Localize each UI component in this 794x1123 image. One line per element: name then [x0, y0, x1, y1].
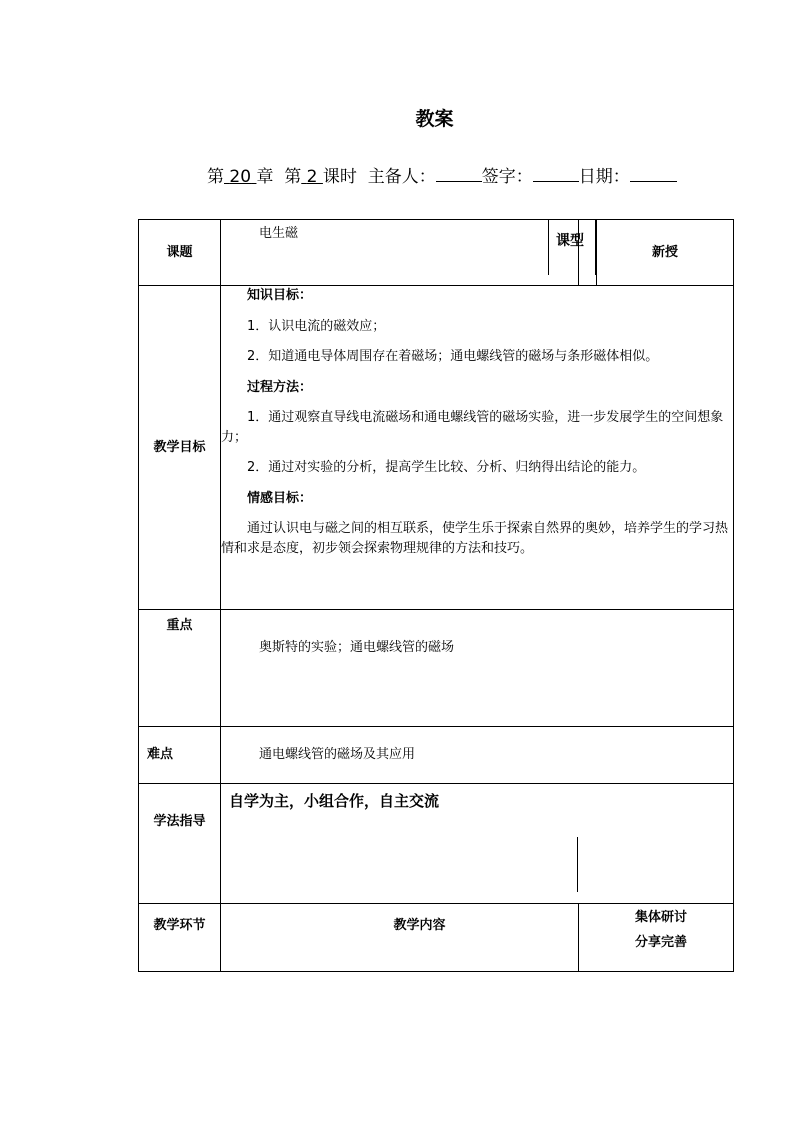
date-label: 日期：: [578, 167, 630, 187]
lesson-plan-table: [138, 219, 734, 972]
difficulty-label: 难点: [139, 727, 221, 784]
preparer-label: 主备人：: [367, 167, 436, 187]
discuss-label: [579, 904, 734, 972]
sign-label: 签字：: [481, 167, 533, 187]
discuss-label-line-2: 分享完善: [635, 934, 688, 950]
page-title: 教案: [415, 108, 454, 130]
knowledge-item-2: 2．知道通电导体周围存在着磁场；通电螺线管的磁场与条形磁体相似。: [247, 349, 659, 364]
date-blank[interactable]: [630, 166, 677, 182]
lesson-meta-line: [207, 162, 677, 187]
goals-label: 教学目标: [139, 286, 221, 610]
discuss-label-line-1: 集体研讨: [635, 910, 688, 925]
topic-divider: [548, 220, 549, 275]
key-point-value: 奥斯特的实验；通电螺线管的磁场: [221, 610, 734, 727]
process-heading: 过程方法：: [247, 379, 313, 395]
difficulty-value: 通电螺线管的磁场及其应用: [221, 727, 734, 784]
knowledge-item-1: 1．认识电流的磁效应；: [247, 318, 386, 334]
topic-value: 电生磁: [221, 220, 579, 286]
knowledge-heading: 知识目标：: [247, 288, 313, 303]
key-point-row: [139, 610, 734, 727]
topic-row: [139, 220, 734, 286]
chapter-suffix: 章: [256, 167, 274, 187]
lesson-type-value: 新授: [597, 220, 734, 286]
goals-content: [221, 286, 734, 610]
chapter-number: 20: [229, 167, 252, 187]
stage-header-row: [139, 904, 734, 972]
process-item-2: 2．通过对实验的分析，提高学生比较、分析、归纳得出结论的能力。: [247, 460, 646, 475]
preparer-blank[interactable]: [436, 166, 482, 182]
difficulty-row: [139, 727, 734, 784]
emotion-heading: 情感目标：: [247, 490, 313, 506]
lesson-number: 2: [306, 167, 318, 187]
stage-label: 教学环节: [139, 904, 221, 972]
lesson-suffix: 课时: [322, 167, 357, 187]
emotion-text: 通过认识电与磁之间的相互联系，使学生乐于探索自然界的奥妙，培养学生的学习热情和求是态度，初步领会探索物理规律的方法和技巧。: [221, 521, 729, 556]
lesson-prefix: 第: [284, 167, 302, 187]
process-item-1: 1．通过观察直导线电流磁场和通电螺线管的磁场实验，进一步发展学生的空间想象力；: [221, 410, 724, 445]
lesson-type-label-text: 课型: [556, 233, 584, 249]
study-method-value: 自学为主，小组合作，自主交流: [221, 784, 734, 904]
study-method-label: 学法指导: [139, 784, 221, 904]
goals-row: [139, 286, 734, 610]
content-divider: [577, 837, 578, 892]
study-method-row: [139, 784, 734, 904]
type-label-divider: [595, 220, 596, 275]
key-point-label: 重点: [139, 610, 221, 727]
chapter-prefix: 第: [207, 167, 224, 187]
sign-blank[interactable]: [533, 166, 579, 182]
content-label: 教学内容: [221, 904, 579, 972]
topic-label: 课题: [139, 220, 221, 286]
